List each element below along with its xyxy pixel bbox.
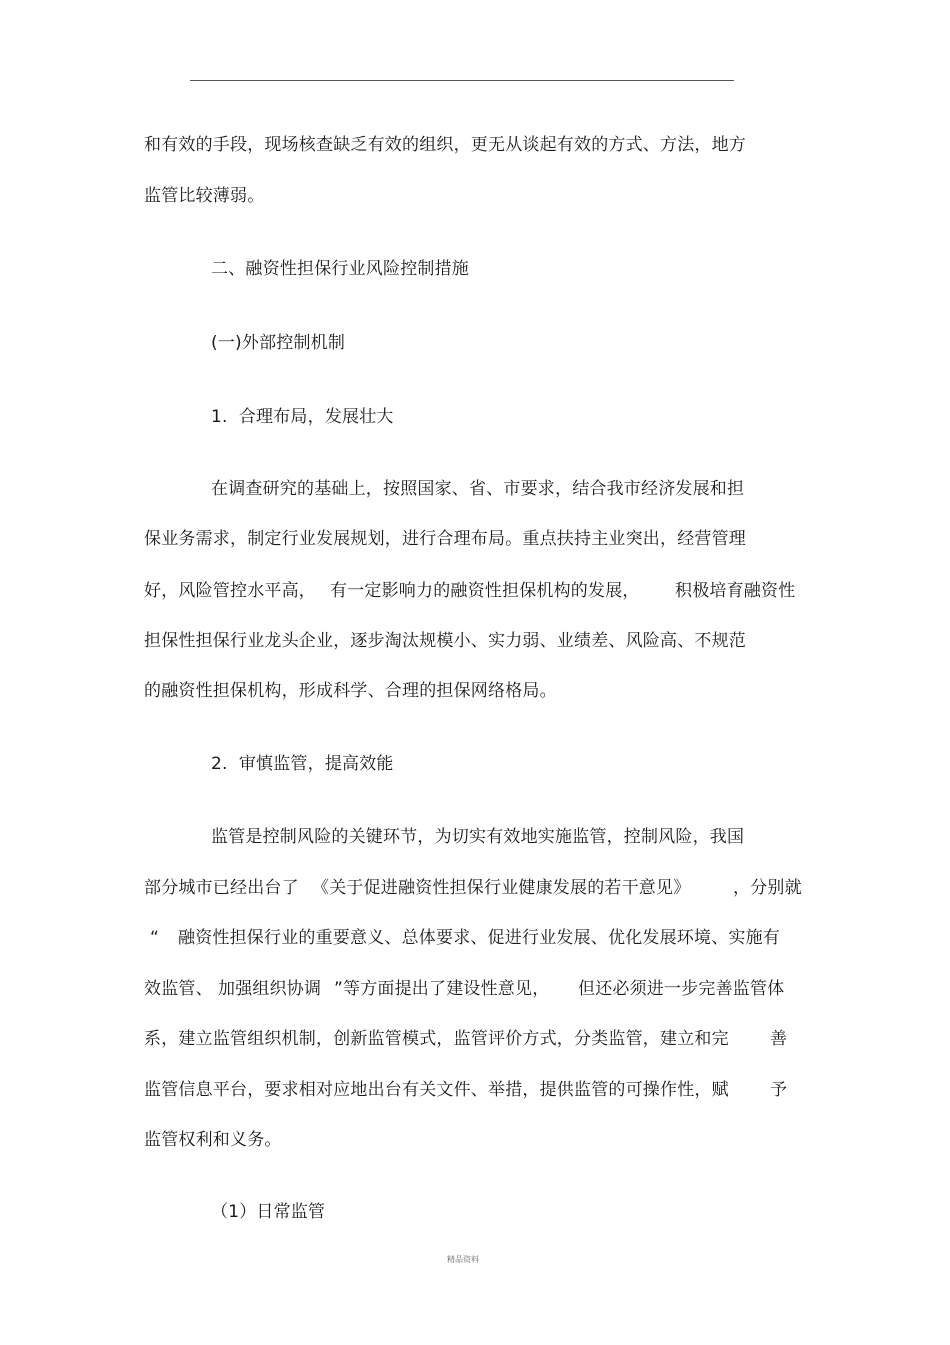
subsection-heading: (一)外部控制机制 [211, 333, 346, 353]
body-line-segment: 但还必须进一步完善监管体 [578, 979, 785, 999]
header-rule [190, 80, 734, 81]
body-line-segment: ，分别就 [733, 878, 802, 898]
body-line-segment: 监管信息平台，要求相对应地出台有关文件、举措，提供监管的可操作性，赋 [144, 1080, 729, 1100]
body-line: 监管比较薄弱。 [144, 186, 265, 206]
page-footer: 精品资料 [447, 1255, 479, 1264]
body-line-segment: 融资性担保行业的重要意义、总体要求、促进行业发展、优化发展环境、实施有 [178, 928, 780, 948]
body-line: 和有效的手段，现场核查缺乏有效的组织，更无从谈起有效的方式、方法，地方 [144, 135, 746, 155]
body-line-segment: 效监管、 [144, 979, 213, 999]
numbered-item: 2. 审慎监管，提高效能 [211, 754, 394, 774]
body-line-segment: “ [150, 928, 160, 948]
body-line-segment: ”等方面提出了建设性意见， [334, 979, 550, 999]
body-line-segment: 加强组织协调 [218, 979, 322, 999]
body-line: 的融资性担保机构，形成科学、合理的担保网络格局。 [144, 681, 557, 701]
body-line-segment: 积极培育融资性 [675, 581, 796, 601]
body-line-segment: 善 [770, 1029, 788, 1049]
body-line-segment: 予 [770, 1080, 788, 1100]
body-line-segment: 有一定影响力的融资性担保机构的发展， [330, 581, 640, 601]
body-line: 监管权利和义务。 [144, 1130, 282, 1150]
body-line: 在调查研究的基础上，按照国家、省、市要求，结合我市经济发展和担 [211, 479, 745, 499]
section-heading: 二、融资性担保行业风险控制措施 [211, 259, 469, 279]
body-line-segment: 《关于促进融资性担保行业健康发展的若干意见》 [312, 878, 691, 898]
body-line-segment: 系，建立监管组织机制，创新监管模式，监管评价方式，分类监管，建立和完 [144, 1029, 729, 1049]
body-line: 保业务需求，制定行业发展规划，进行合理布局。重点扶持主业突出，经营管理 [144, 529, 746, 549]
body-line-segment: 部分城市已经出台了 [144, 878, 299, 898]
body-line: 担保性担保行业龙头企业，逐步淘汰规模小、实力弱、业绩差、风险高、不规范 [144, 631, 746, 651]
body-line: 监管是控制风险的关键环节，为切实有效地实施监管，控制风险，我国 [211, 827, 745, 847]
sub-item-heading: （1）日常监管 [211, 1202, 326, 1222]
body-line-segment: 好，风险管控水平高， [144, 581, 316, 601]
numbered-item: 1. 合理布局，发展壮大 [211, 407, 394, 427]
